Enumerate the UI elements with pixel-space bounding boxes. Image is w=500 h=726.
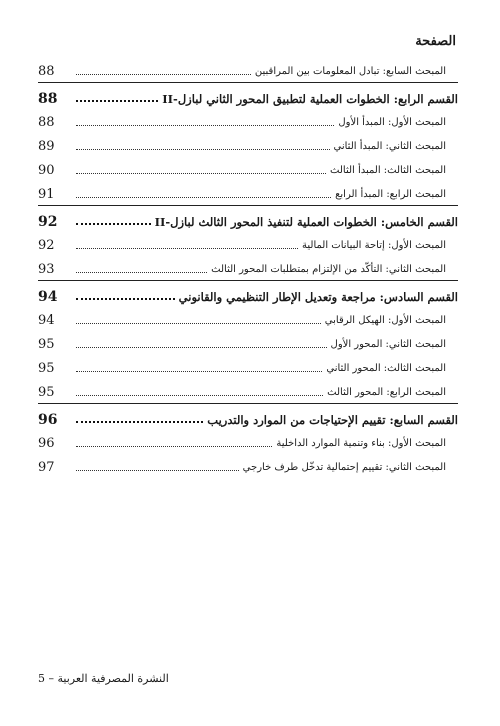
toc-entry-title: المبحث الثاني: تقييم إحتمالية تدخّل طرف خارجي	[242, 462, 446, 473]
toc-entry-page: 90	[38, 163, 55, 178]
toc-entry	[38, 353, 458, 377]
leader-dots	[76, 470, 239, 471]
toc-section-entry	[38, 83, 458, 107]
toc-entry-page: 95	[38, 337, 55, 352]
toc-entry-page: 95	[38, 385, 55, 400]
toc-section-page: 94	[38, 289, 58, 305]
toc-entry-title: المبحث الثاني: التأكّد من الإلتزام بمتطلبات المحور الثالث	[211, 264, 446, 275]
toc-entry	[38, 329, 458, 353]
toc-section-page: 88	[38, 91, 58, 107]
toc-entry	[38, 428, 458, 452]
toc-entry-title: المبحث الأول: بناء وتنمية الموارد الداخلية	[276, 438, 446, 449]
toc-entry	[38, 230, 458, 254]
page-column-header: الصفحة	[415, 34, 456, 49]
toc-section-entry	[38, 404, 458, 428]
toc-entry-page: 96	[38, 436, 55, 451]
toc-entry-title: المبحث الثاني: المبدأ الثاني	[333, 141, 446, 152]
toc-entry-title: المبحث الأول: إتاحة البيانات المالية	[302, 240, 446, 251]
leader-dots	[76, 446, 272, 447]
leader-dots	[76, 223, 151, 225]
leader-dots	[76, 371, 322, 372]
toc-entry-page: 91	[38, 187, 55, 202]
toc-section-title: القسم الخامس: الخطوات العملية لتنفيذ المحور الثالث لبازل-II	[154, 215, 458, 229]
toc-entry-page: 89	[38, 139, 55, 154]
toc-entry	[38, 452, 458, 476]
toc-entry-title: المبحث الرابع: المحور الثالث	[327, 387, 446, 398]
toc-entry	[38, 254, 458, 278]
toc-section-title: القسم السابع: تقييم الإحتياجات من الموارد والتدريب	[207, 413, 458, 427]
leader-dots	[76, 248, 298, 249]
leader-dots	[76, 100, 158, 102]
toc-entry-title: المبحث الثالث: المبدأ الثالث	[330, 165, 446, 176]
toc-entry-title: المبحث الثاني: المحور الأول	[330, 339, 446, 350]
table-of-contents	[38, 56, 458, 476]
toc-entry-page: 95	[38, 361, 55, 376]
leader-dots	[76, 272, 207, 273]
toc-section-title: القسم السادس: مراجعة وتعديل الإطار التنظيمي والقانوني	[178, 290, 458, 304]
leader-dots	[76, 421, 203, 423]
toc-entry	[38, 179, 458, 203]
toc-entry-title: المبحث السابع: تبادل المعلومات بين المراقبين	[254, 66, 446, 77]
toc-entry	[38, 131, 458, 155]
toc-entry-page: 97	[38, 460, 55, 475]
toc-entry-page: 93	[38, 262, 55, 277]
toc-entry	[38, 377, 458, 401]
leader-dots	[76, 323, 321, 324]
toc-entry	[38, 56, 458, 80]
toc-section-entry	[38, 281, 458, 305]
toc-entry-title: المبحث الأول: المبدأ الأول	[338, 117, 446, 128]
leader-dots	[76, 197, 331, 198]
leader-dots	[76, 298, 175, 300]
leader-dots	[76, 347, 327, 348]
toc-entry-page: 92	[38, 238, 55, 253]
toc-entry-title: المبحث الرابع: المبدأ الرابع	[335, 189, 446, 200]
toc-entry-title: المبحث الأول: الهيكل الرقابي	[324, 315, 446, 326]
leader-dots	[76, 125, 334, 126]
toc-entry-page: 88	[38, 115, 55, 130]
toc-entry	[38, 155, 458, 179]
toc-section-title: القسم الرابع: الخطوات العملية لتطبيق المحور الثاني لبازل-II	[162, 92, 458, 106]
toc-entry	[38, 305, 458, 329]
toc-section-page: 96	[38, 412, 58, 428]
toc-entry	[38, 107, 458, 131]
leader-dots	[76, 395, 323, 396]
toc-section-entry	[38, 206, 458, 230]
leader-dots	[76, 173, 326, 174]
toc-entry-page: 94	[38, 313, 55, 328]
toc-entry-page: 88	[38, 64, 55, 79]
toc-section-page: 92	[38, 214, 58, 230]
leader-dots	[76, 149, 330, 150]
page-footer: النشرة المصرفية العربية – 5	[38, 672, 169, 685]
toc-entry-title: المبحث الثالث: المحور الثاني	[326, 363, 446, 374]
leader-dots	[76, 74, 251, 75]
